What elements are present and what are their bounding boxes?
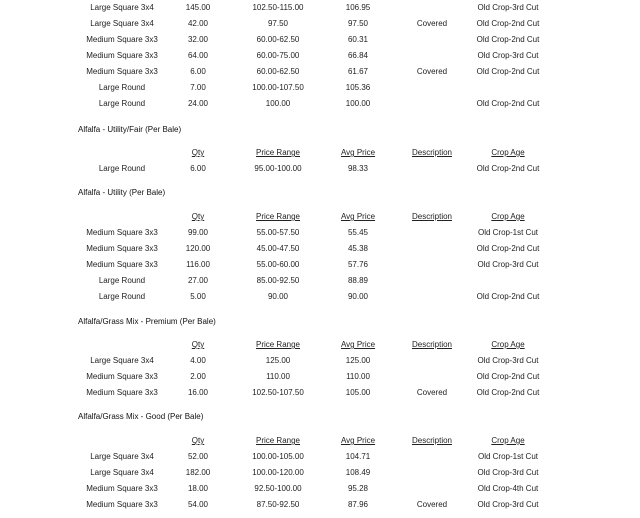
cell-type: Medium Square 3x3: [86, 51, 158, 60]
cell-price-range: 100.00-105.00: [252, 452, 304, 461]
cell-qty: 54.00: [187, 500, 209, 509]
cell-avg-price: 57.76: [347, 260, 369, 269]
cell-price-range: 90.00: [267, 292, 289, 301]
section-title: Alfalfa - Utility (Per Bale): [78, 188, 166, 197]
cell-avg-price: 55.45: [347, 228, 369, 237]
cell-avg-price: 61.67: [347, 67, 369, 76]
cell-price-range: 60.00-62.50: [256, 35, 300, 44]
cell-type: Large Round: [98, 99, 146, 108]
cell-price-range: 92.50-100.00: [254, 484, 302, 493]
cell-crop-age: Old Crop-2nd Cut: [476, 67, 540, 76]
cell-avg-price: 88.89: [347, 276, 369, 285]
header-avg-price: Avg Price: [340, 148, 376, 157]
cell-type: Medium Square 3x3: [86, 228, 158, 237]
cell-price-range: 102.50-115.00: [252, 3, 304, 12]
header-crop-age: Crop Age: [491, 340, 525, 349]
cell-type: Medium Square 3x3: [86, 67, 158, 76]
section-title: Alfalfa/Grass Mix - Premium (Per Bale): [78, 317, 216, 326]
table-row: [0, 291, 640, 303]
table-row: [0, 34, 640, 46]
table-row: [0, 163, 640, 175]
cell-type: Medium Square 3x3: [86, 372, 158, 381]
cell-type: Large Square 3x4: [90, 356, 154, 365]
header-price-range: Price Range: [255, 340, 301, 349]
header-price-range: Price Range: [255, 212, 301, 221]
cell-crop-age: Old Crop-3rd Cut: [477, 260, 539, 269]
cell-qty: 4.00: [190, 356, 206, 365]
table-row: [0, 499, 640, 511]
cell-price-range: 100.00: [265, 99, 291, 108]
cell-crop-age: Old Crop-2nd Cut: [476, 244, 540, 253]
cell-crop-age: Old Crop-1st Cut: [477, 228, 539, 237]
cell-avg-price: 95.28: [347, 484, 369, 493]
header-crop-age: Crop Age: [491, 148, 525, 157]
cell-qty: 7.00: [190, 83, 206, 92]
table-row: [0, 82, 640, 94]
cell-avg-price: 106.95: [345, 3, 371, 12]
cell-avg-price: 105.00: [345, 388, 371, 397]
header-avg-price: Avg Price: [340, 212, 376, 221]
cell-avg-price: 87.96: [347, 500, 369, 509]
cell-price-range: 85.00-92.50: [256, 276, 300, 285]
cell-avg-price: 66.84: [347, 51, 369, 60]
cell-qty: 52.00: [187, 452, 209, 461]
table-row: [0, 243, 640, 255]
cell-description: Covered: [416, 19, 448, 28]
header-qty: Qty: [191, 340, 205, 349]
header-avg-price: Avg Price: [340, 436, 376, 445]
table-row: [0, 451, 640, 463]
section-title: Alfalfa - Utility/Fair (Per Bale): [78, 125, 182, 134]
table-row: [0, 259, 640, 271]
cell-qty: 99.00: [187, 228, 209, 237]
cell-qty: 6.00: [190, 164, 206, 173]
cell-price-range: 60.00-62.50: [256, 67, 300, 76]
cell-type: Large Square 3x4: [90, 452, 154, 461]
table-row: [0, 483, 640, 495]
cell-crop-age: Old Crop-2nd Cut: [476, 19, 540, 28]
table-header: [0, 339, 640, 351]
cell-avg-price: 108.49: [345, 468, 371, 477]
cell-price-range: 60.00-75.00: [256, 51, 300, 60]
header-avg-price: Avg Price: [340, 340, 376, 349]
cell-price-range: 100.00-107.50: [252, 83, 304, 92]
table-row: [0, 2, 640, 14]
cell-avg-price: 105.36: [345, 83, 371, 92]
cell-avg-price: 104.71: [345, 452, 371, 461]
table-row: [0, 227, 640, 239]
cell-description: Covered: [416, 388, 448, 397]
cell-type: Medium Square 3x3: [86, 35, 158, 44]
cell-avg-price: 97.50: [347, 19, 369, 28]
header-price-range: Price Range: [255, 436, 301, 445]
table-row: [0, 18, 640, 30]
cell-crop-age: Old Crop-1st Cut: [477, 452, 539, 461]
cell-price-range: 87.50-92.50: [256, 500, 300, 509]
cell-crop-age: Old Crop-3rd Cut: [477, 500, 539, 509]
cell-qty: 64.00: [187, 51, 209, 60]
cell-qty: 24.00: [187, 99, 209, 108]
cell-price-range: 95.00-100.00: [254, 164, 302, 173]
cell-qty: 116.00: [186, 260, 210, 269]
cell-crop-age: Old Crop-3rd Cut: [477, 3, 539, 12]
cell-price-range: 55.00-57.50: [256, 228, 300, 237]
cell-price-range: 102.50-107.50: [252, 388, 304, 397]
cell-type: Large Square 3x4: [90, 19, 154, 28]
cell-crop-age: Old Crop-3rd Cut: [477, 51, 539, 60]
cell-description: Covered: [416, 500, 448, 509]
cell-qty: 16.00: [187, 388, 209, 397]
cell-crop-age: Old Crop-2nd Cut: [476, 164, 540, 173]
cell-price-range: 110.00: [266, 372, 290, 381]
section-title: Alfalfa/Grass Mix - Good (Per Bale): [78, 412, 204, 421]
cell-type: Medium Square 3x3: [86, 260, 158, 269]
cell-crop-age: Old Crop-4th Cut: [477, 484, 539, 493]
cell-type: Medium Square 3x3: [86, 500, 158, 509]
cell-crop-age: Old Crop-2nd Cut: [476, 388, 540, 397]
table-row: [0, 387, 640, 399]
cell-type: Medium Square 3x3: [86, 244, 158, 253]
cell-price-range: 125.00: [265, 356, 291, 365]
header-crop-age: Crop Age: [491, 436, 525, 445]
cell-price-range: 55.00-60.00: [256, 260, 300, 269]
cell-avg-price: 45.38: [347, 244, 369, 253]
cell-type: Large Square 3x4: [90, 3, 154, 12]
table-row: [0, 50, 640, 62]
cell-price-range: 97.50: [267, 19, 289, 28]
cell-type: Medium Square 3x3: [86, 484, 158, 493]
cell-qty: 18.00: [187, 484, 209, 493]
table-header: [0, 147, 640, 159]
header-description: Description: [411, 212, 452, 221]
header-qty: Qty: [191, 436, 205, 445]
cell-qty: 32.00: [187, 35, 209, 44]
cell-avg-price: 100.00: [345, 99, 371, 108]
cell-price-range: 45.00-47.50: [256, 244, 300, 253]
cell-crop-age: Old Crop-2nd Cut: [476, 35, 540, 44]
header-description: Description: [411, 436, 452, 445]
cell-qty: 42.00: [187, 19, 209, 28]
cell-type: Medium Square 3x3: [86, 388, 158, 397]
cell-crop-age: Old Crop-2nd Cut: [476, 99, 540, 108]
table-row: [0, 355, 640, 367]
table-row: [0, 275, 640, 287]
cell-crop-age: Old Crop-3rd Cut: [477, 468, 539, 477]
cell-qty: 5.00: [190, 292, 206, 301]
cell-qty: 27.00: [187, 276, 209, 285]
cell-description: Covered: [416, 67, 448, 76]
cell-avg-price: 90.00: [347, 292, 369, 301]
cell-price-range: 100.00-120.00: [252, 468, 304, 477]
header-qty: Qty: [191, 148, 205, 157]
cell-avg-price: 125.00: [345, 356, 371, 365]
cell-avg-price: 98.33: [347, 164, 369, 173]
cell-type: Large Square 3x4: [90, 468, 154, 477]
header-price-range: Price Range: [255, 148, 301, 157]
table-row: [0, 66, 640, 78]
header-qty: Qty: [191, 212, 205, 221]
cell-crop-age: Old Crop-2nd Cut: [476, 292, 540, 301]
cell-crop-age: Old Crop-3rd Cut: [477, 356, 539, 365]
cell-type: Large Round: [98, 276, 146, 285]
table-row: [0, 467, 640, 479]
cell-type: Large Round: [98, 83, 146, 92]
cell-qty: 145.00: [185, 3, 211, 12]
cell-crop-age: Old Crop-2nd Cut: [476, 372, 540, 381]
header-description: Description: [411, 340, 452, 349]
cell-qty: 6.00: [190, 67, 206, 76]
header-description: Description: [411, 148, 452, 157]
header-crop-age: Crop Age: [491, 212, 525, 221]
table-header: [0, 211, 640, 223]
cell-qty: 2.00: [190, 372, 206, 381]
cell-type: Large Round: [98, 164, 146, 173]
cell-avg-price: 60.31: [347, 35, 369, 44]
cell-qty: 182.00: [185, 468, 211, 477]
cell-type: Large Round: [98, 292, 146, 301]
cell-qty: 120.00: [185, 244, 211, 253]
table-row: [0, 98, 640, 110]
table-row: [0, 371, 640, 383]
table-header: [0, 435, 640, 447]
cell-avg-price: 110.00: [346, 372, 370, 381]
